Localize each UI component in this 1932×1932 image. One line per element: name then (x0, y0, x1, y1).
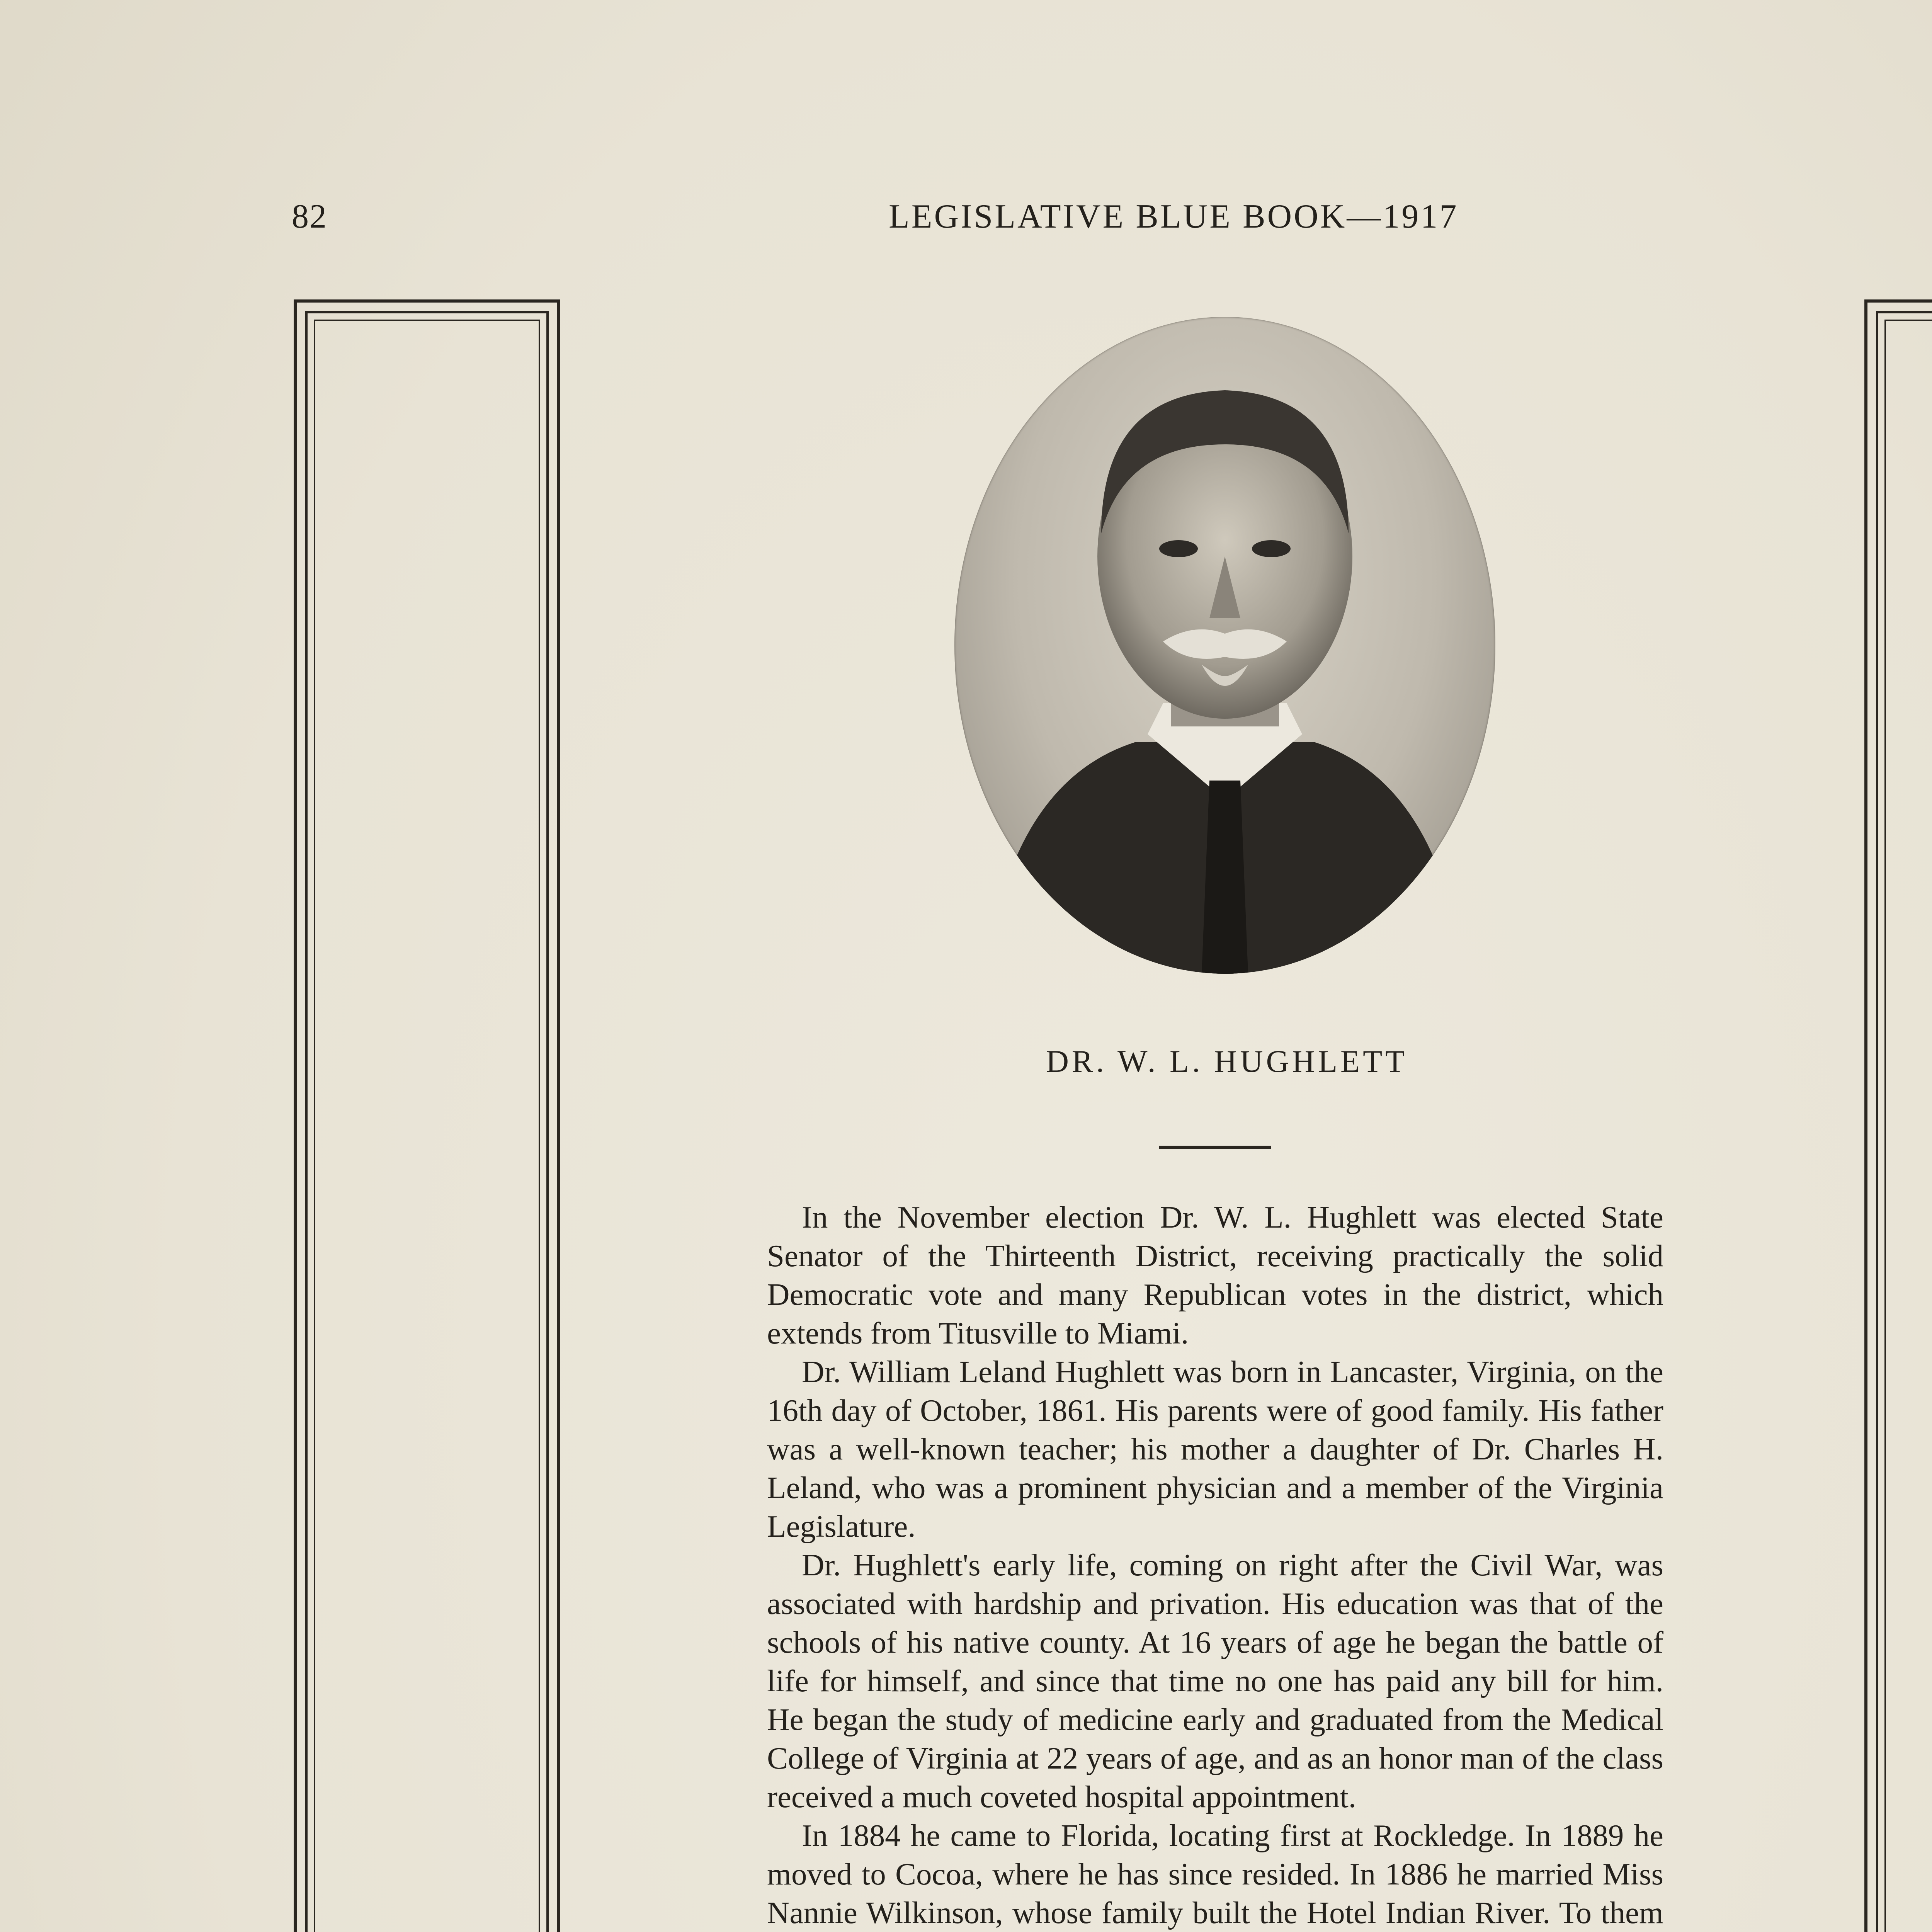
right-decorative-frame (1864, 299, 1932, 1932)
paragraph: In the November election Dr. W. L. Hughlett was elected State Senator of the Thirteenth District, receiving practically the solid Democratic vote and many Republican votes in the district, which extends from Titusville to Miami. (767, 1200, 1663, 1350)
paragraph: Dr. Hughlett's early life, coming on right after the Civil War, was associated with hardship and privation. His education was that of the schools of his native county. At 16 years of age he began the battle of life for himself, and since that time no one has paid any bill for him. He began the study of medicine early and graduated from the Medical College of Virginia at 22 years of age, and as an honor man of the class received a much coveted hospital appointment. (767, 1548, 1663, 1814)
caption-divider (1159, 1146, 1271, 1149)
portrait-caption: DR. W. L. HUGHLETT (1046, 1044, 1408, 1079)
portrait-illustration (954, 317, 1495, 974)
left-decorative-frame (294, 299, 560, 1932)
page-number: 82 (292, 198, 327, 235)
paragraph: In 1884 he came to Florida, locating first at Rockledge. In 1889 he moved to Cocoa, where he has since resided. In 1886 he married Miss Nannie Wilkinson, whose family built the Hotel Indian River. To them (767, 1818, 1663, 1930)
portrait-photo (954, 317, 1495, 974)
running-head: LEGISLATIVE BLUE BOOK—1917 (889, 198, 1459, 235)
paragraph: Dr. William Leland Hughlett was born in Lancaster, Virginia, on the 16th day of October, 1861. His parents were of good family. His father was a well-known teacher; his mother a daughter of Dr. Charles H. Leland, who was a prominent physician and a member of the Virginia Legislature. (767, 1354, 1663, 1544)
biography-text (767, 1198, 1663, 1932)
